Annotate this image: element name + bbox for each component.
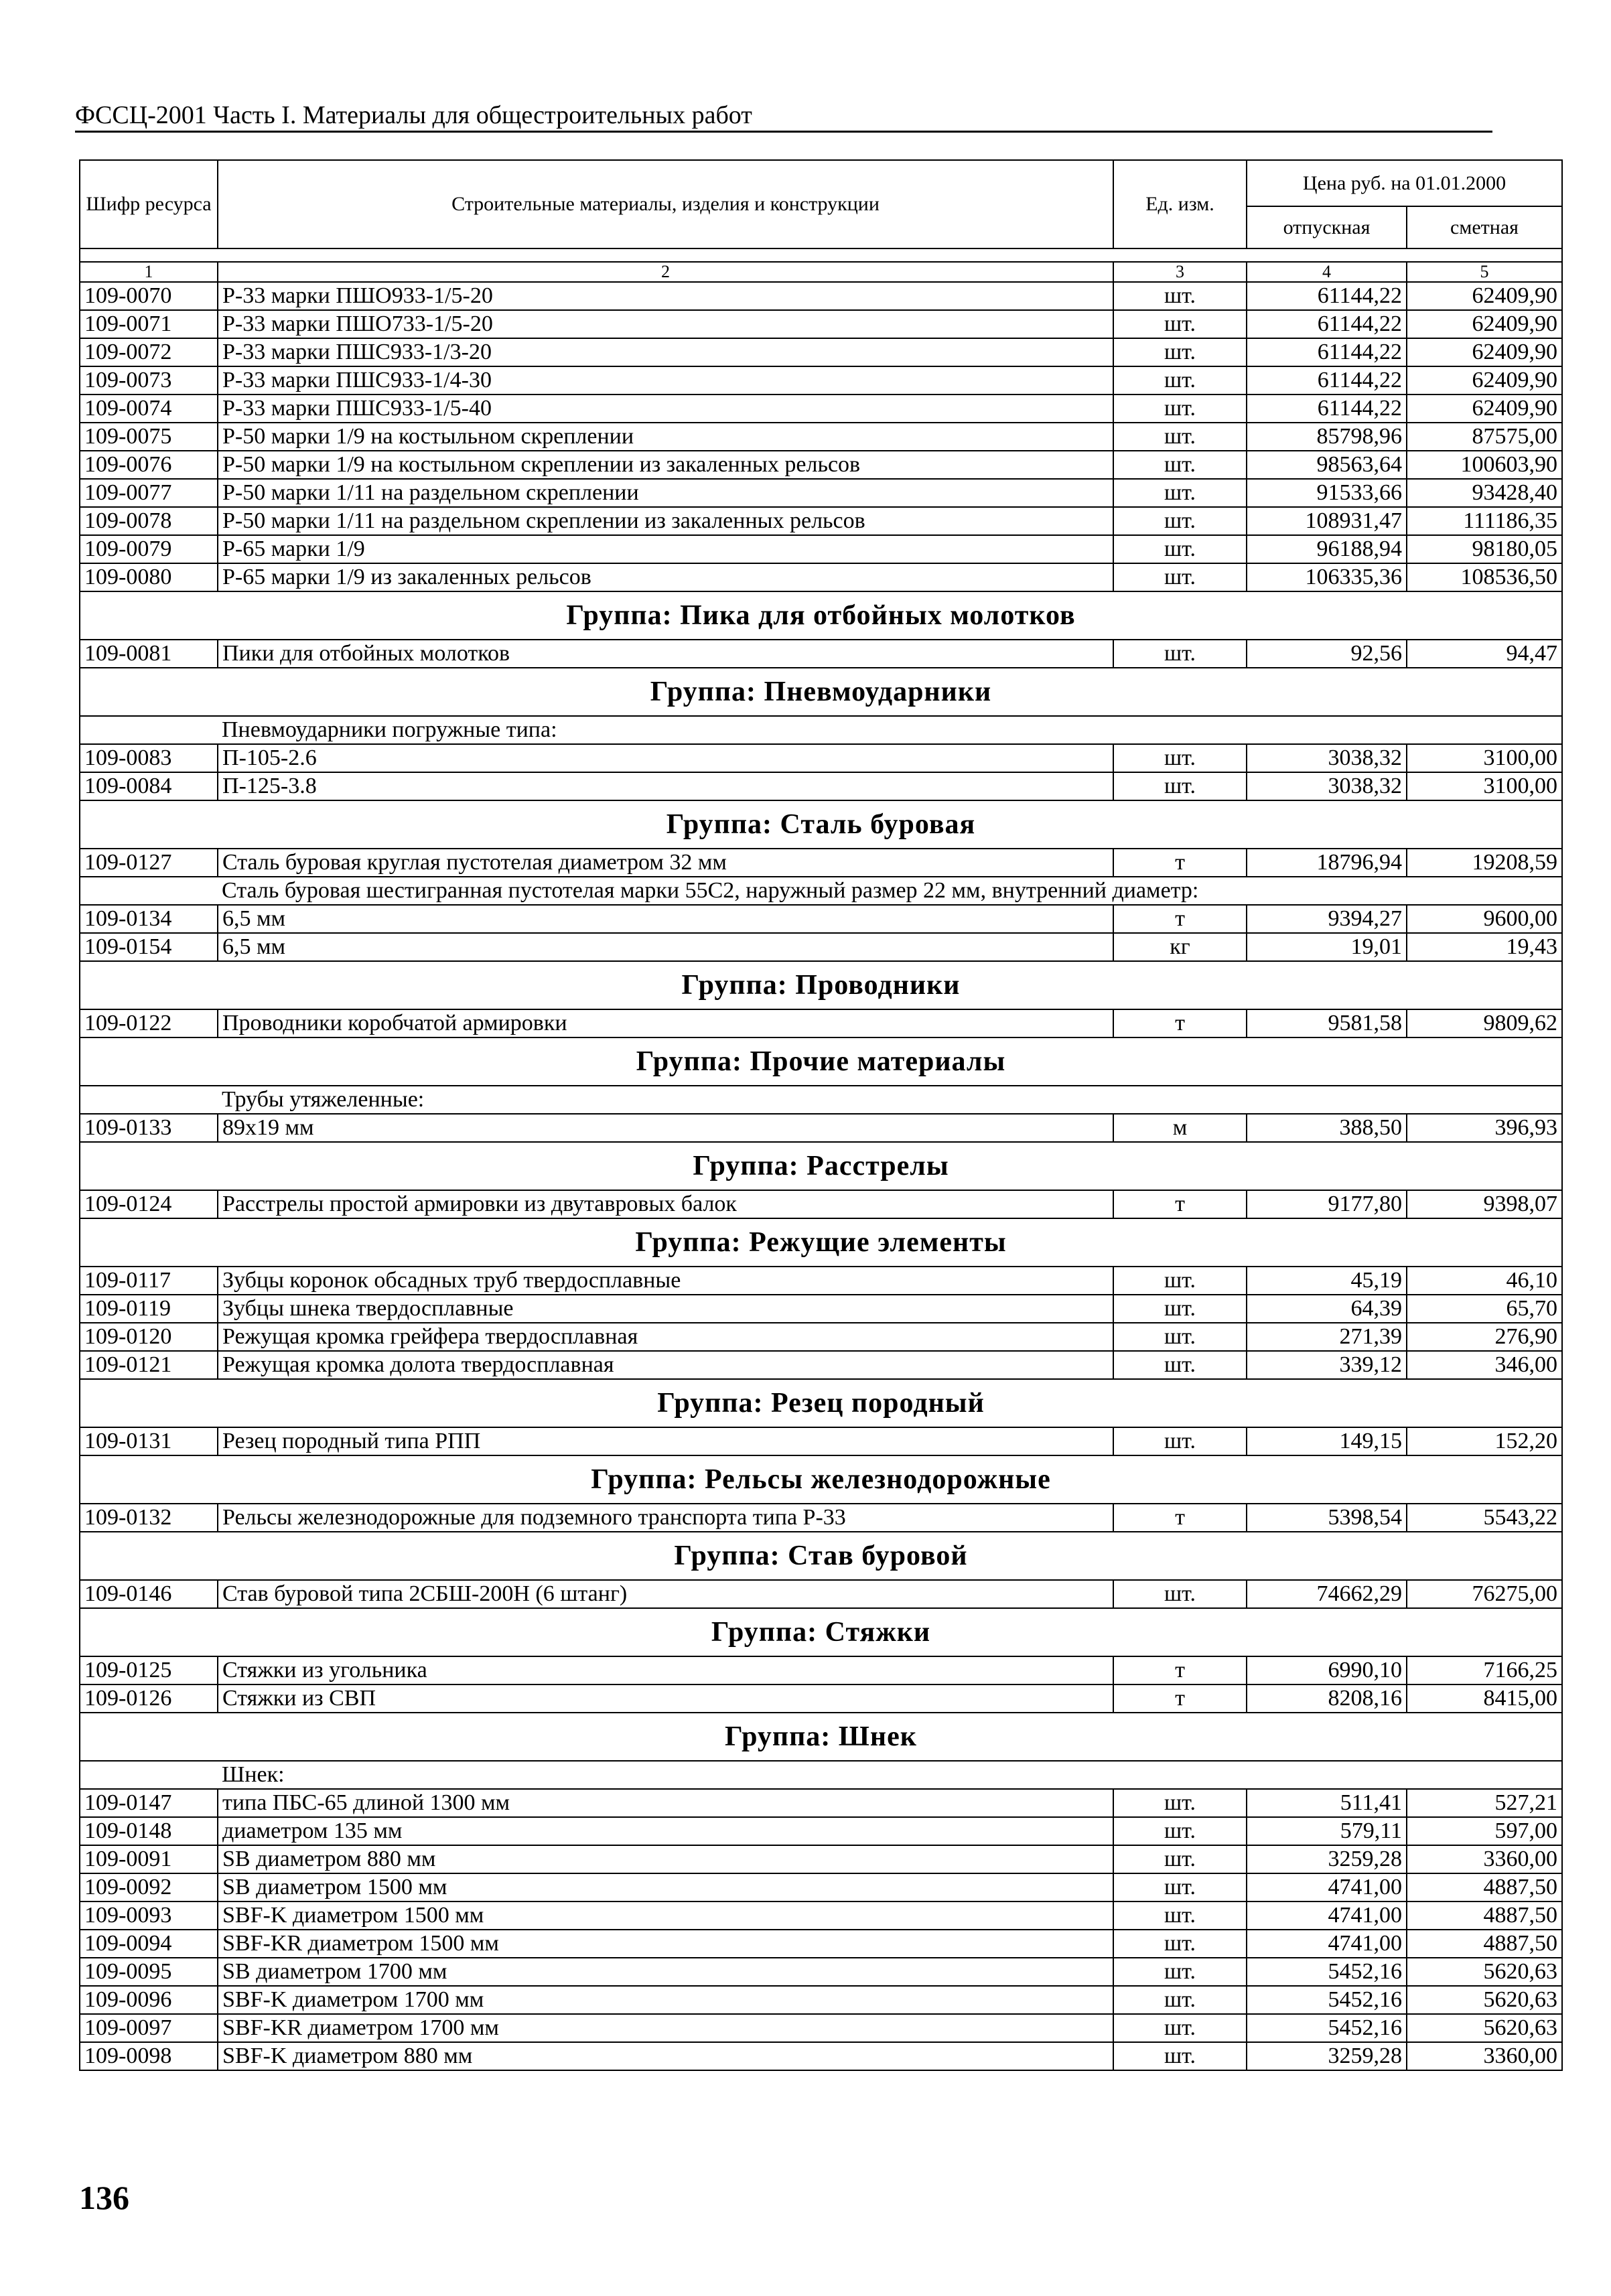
table-row xyxy=(80,1845,1562,1873)
estimate-price: 94,47 xyxy=(1407,640,1562,668)
release-price: 5452,16 xyxy=(1247,1958,1407,1986)
estimate-price: 276,90 xyxy=(1407,1323,1562,1351)
unit-of-measure: шт. xyxy=(1113,1817,1247,1845)
group-title: Группа: Сталь буровая xyxy=(80,800,1562,849)
table-row xyxy=(80,451,1562,479)
resource-name: SBF-K диаметром 1500 мм xyxy=(218,1902,1113,1930)
resource-name: Р-33 марки ПШС933-1/4-30 xyxy=(218,366,1113,394)
resource-code: 109-0076 xyxy=(80,451,218,479)
code-cell xyxy=(80,1086,218,1114)
release-price: 271,39 xyxy=(1247,1323,1407,1351)
estimate-price: 5620,63 xyxy=(1407,2014,1562,2042)
resource-name: Проводники коробчатой армировки xyxy=(218,1009,1113,1037)
resource-name: SB диаметром 1500 мм xyxy=(218,1873,1113,1902)
group-title: Группа: Проводники xyxy=(80,961,1562,1009)
estimate-price: 62409,90 xyxy=(1407,310,1562,338)
table-row xyxy=(80,772,1562,800)
table-row xyxy=(80,744,1562,772)
release-price: 106335,36 xyxy=(1247,563,1407,591)
release-price: 85798,96 xyxy=(1247,423,1407,451)
unit-of-measure: шт. xyxy=(1113,1958,1247,1986)
release-price: 64,39 xyxy=(1247,1295,1407,1323)
group-title: Группа: Режущие элементы xyxy=(80,1218,1562,1267)
resource-name: SB диаметром 880 мм xyxy=(218,1845,1113,1873)
estimate-price: 5620,63 xyxy=(1407,1958,1562,1986)
group-header-row xyxy=(80,1379,1562,1427)
unit-of-measure: т xyxy=(1113,849,1247,877)
table-row xyxy=(80,1958,1562,1986)
release-price: 61144,22 xyxy=(1247,338,1407,366)
unit-of-measure: шт. xyxy=(1113,1267,1247,1295)
unit-of-measure: шт. xyxy=(1113,1986,1247,2014)
resource-code: 109-0127 xyxy=(80,849,218,877)
estimate-price: 9398,07 xyxy=(1407,1190,1562,1218)
estimate-price: 111186,35 xyxy=(1407,507,1562,535)
page-header-title: ФССЦ-2001 Часть I. Материалы для общестроительных работ xyxy=(75,101,752,129)
unit-of-measure: шт. xyxy=(1113,2014,1247,2042)
col-number: 2 xyxy=(218,262,1113,282)
col-header-release-price: отпускная xyxy=(1247,206,1407,248)
resource-code: 109-0091 xyxy=(80,1845,218,1873)
subheading-row xyxy=(80,1761,1562,1789)
group-header-row xyxy=(80,1037,1562,1086)
estimate-price: 346,00 xyxy=(1407,1351,1562,1379)
resource-code: 109-0122 xyxy=(80,1009,218,1037)
resource-code: 109-0124 xyxy=(80,1190,218,1218)
estimate-price: 4887,50 xyxy=(1407,1873,1562,1902)
table-row xyxy=(80,1684,1562,1713)
resource-name: 6,5 мм xyxy=(218,933,1113,961)
release-price: 4741,00 xyxy=(1247,1930,1407,1958)
table-row xyxy=(80,933,1562,961)
resource-name: 6,5 мм xyxy=(218,905,1113,933)
estimate-price: 4887,50 xyxy=(1407,1930,1562,1958)
release-price: 579,11 xyxy=(1247,1817,1407,1845)
subheading-row xyxy=(80,716,1562,744)
resource-name: Р-65 марки 1/9 из закаленных рельсов xyxy=(218,563,1113,591)
estimate-price: 62409,90 xyxy=(1407,338,1562,366)
table-row xyxy=(80,1656,1562,1684)
unit-of-measure: шт. xyxy=(1113,2042,1247,2070)
estimate-price: 19208,59 xyxy=(1407,849,1562,877)
release-price: 149,15 xyxy=(1247,1427,1407,1455)
unit-of-measure: т xyxy=(1113,1190,1247,1218)
estimate-price: 3100,00 xyxy=(1407,772,1562,800)
resource-name: П-125-3.8 xyxy=(218,772,1113,800)
table-row xyxy=(80,640,1562,668)
resource-code: 109-0098 xyxy=(80,2042,218,2070)
table-row xyxy=(80,366,1562,394)
subheading-row xyxy=(80,1086,1562,1114)
group-header-row xyxy=(80,591,1562,640)
resource-name: 89х19 мм xyxy=(218,1114,1113,1142)
group-header-row xyxy=(80,1532,1562,1580)
release-price: 3259,28 xyxy=(1247,1845,1407,1873)
table-row xyxy=(80,1323,1562,1351)
table-row xyxy=(80,1351,1562,1379)
estimate-price: 152,20 xyxy=(1407,1427,1562,1455)
release-price: 9581,58 xyxy=(1247,1009,1407,1037)
resource-code: 109-0133 xyxy=(80,1114,218,1142)
col-number: 1 xyxy=(80,262,218,282)
estimate-price: 9809,62 xyxy=(1407,1009,1562,1037)
resource-name: Став буровой типа 2СБШ-200Н (6 штанг) xyxy=(218,1580,1113,1608)
resource-code: 109-0071 xyxy=(80,310,218,338)
page-number: 136 xyxy=(79,2179,129,2216)
code-cell xyxy=(80,877,218,905)
table-row xyxy=(80,1902,1562,1930)
release-price: 108931,47 xyxy=(1247,507,1407,535)
table-row xyxy=(80,1295,1562,1323)
resource-name: Р-50 марки 1/9 на костыльном скреплении xyxy=(218,423,1113,451)
estimate-price: 87575,00 xyxy=(1407,423,1562,451)
resource-code: 109-0078 xyxy=(80,507,218,535)
estimate-price: 396,93 xyxy=(1407,1114,1562,1142)
unit-of-measure: шт. xyxy=(1113,1845,1247,1873)
estimate-price: 5543,22 xyxy=(1407,1504,1562,1532)
unit-of-measure: т xyxy=(1113,1009,1247,1037)
resource-name: SBF-K диаметром 880 мм xyxy=(218,2042,1113,2070)
unit-of-measure: т xyxy=(1113,1656,1247,1684)
estimate-price: 3360,00 xyxy=(1407,1845,1562,1873)
table-row xyxy=(80,507,1562,535)
resource-name: Р-50 марки 1/11 на раздельном скреплении из закаленных рельсов xyxy=(218,507,1113,535)
estimate-price: 62409,90 xyxy=(1407,282,1562,310)
group-header-row xyxy=(80,961,1562,1009)
table-row xyxy=(80,310,1562,338)
release-price: 96188,94 xyxy=(1247,535,1407,563)
unit-of-measure: шт. xyxy=(1113,366,1247,394)
estimate-price: 3100,00 xyxy=(1407,744,1562,772)
table-row xyxy=(80,1504,1562,1532)
col-header-code: Шифр ресурса xyxy=(80,160,218,248)
estimate-price: 4887,50 xyxy=(1407,1902,1562,1930)
resource-name: П-105-2.6 xyxy=(218,744,1113,772)
resource-name: Р-33 марки ПШО733-1/5-20 xyxy=(218,310,1113,338)
resource-name: Р-50 марки 1/11 на раздельном скреплении xyxy=(218,479,1113,507)
resource-name: Рельсы железнодорожные для подземного транспорта типа Р-33 xyxy=(218,1504,1113,1532)
release-price: 9177,80 xyxy=(1247,1190,1407,1218)
group-header-row xyxy=(80,1608,1562,1656)
resource-name: Р-65 марки 1/9 xyxy=(218,535,1113,563)
resource-code: 109-0126 xyxy=(80,1684,218,1713)
resource-name: Сталь буровая круглая пустотелая диаметром 32 мм xyxy=(218,849,1113,877)
col-number: 3 xyxy=(1113,262,1247,282)
unit-of-measure: м xyxy=(1113,1114,1247,1142)
table-row xyxy=(80,1114,1562,1142)
unit-of-measure: шт. xyxy=(1113,535,1247,563)
resource-name: Р-50 марки 1/9 на костыльном скреплении из закаленных рельсов xyxy=(218,451,1113,479)
resource-name: SBF-KR диаметром 1500 мм xyxy=(218,1930,1113,1958)
unit-of-measure: шт. xyxy=(1113,479,1247,507)
resource-code: 109-0081 xyxy=(80,640,218,668)
release-price: 61144,22 xyxy=(1247,394,1407,423)
group-header-row xyxy=(80,800,1562,849)
group-title: Группа: Стяжки xyxy=(80,1608,1562,1656)
resource-code: 109-0094 xyxy=(80,1930,218,1958)
unit-of-measure: шт. xyxy=(1113,282,1247,310)
release-price: 19,01 xyxy=(1247,933,1407,961)
resource-code: 109-0073 xyxy=(80,366,218,394)
col-header-estimate-price: сметная xyxy=(1407,206,1562,248)
group-header-row xyxy=(80,1218,1562,1267)
table-row xyxy=(80,2042,1562,2070)
estimate-price: 5620,63 xyxy=(1407,1986,1562,2014)
unit-of-measure: шт. xyxy=(1113,640,1247,668)
resource-name: Р-33 марки ПШС933-1/3-20 xyxy=(218,338,1113,366)
resource-code: 109-0147 xyxy=(80,1789,218,1817)
estimate-price: 108536,50 xyxy=(1407,563,1562,591)
table-row xyxy=(80,535,1562,563)
resource-name: Режущая кромка грейфера твердосплавная xyxy=(218,1323,1113,1351)
release-price: 18796,94 xyxy=(1247,849,1407,877)
unit-of-measure: шт. xyxy=(1113,1427,1247,1455)
group-header-row xyxy=(80,1455,1562,1504)
resource-code: 109-0097 xyxy=(80,2014,218,2042)
unit-of-measure: шт. xyxy=(1113,310,1247,338)
table-row xyxy=(80,1427,1562,1455)
unit-of-measure: шт. xyxy=(1113,1295,1247,1323)
resource-code: 109-0074 xyxy=(80,394,218,423)
unit-of-measure: шт. xyxy=(1113,507,1247,535)
group-title: Группа: Шнек xyxy=(80,1713,1562,1761)
release-price: 339,12 xyxy=(1247,1351,1407,1379)
release-price: 92,56 xyxy=(1247,640,1407,668)
table-row xyxy=(80,338,1562,366)
release-price: 61144,22 xyxy=(1247,366,1407,394)
resource-code: 109-0079 xyxy=(80,535,218,563)
estimate-price: 7166,25 xyxy=(1407,1656,1562,1684)
estimate-price: 527,21 xyxy=(1407,1789,1562,1817)
unit-of-measure: шт. xyxy=(1113,394,1247,423)
resource-code: 109-0148 xyxy=(80,1817,218,1845)
table-row xyxy=(80,423,1562,451)
release-price: 5452,16 xyxy=(1247,1986,1407,2014)
release-price: 4741,00 xyxy=(1247,1873,1407,1902)
estimate-price: 93428,40 xyxy=(1407,479,1562,507)
release-price: 511,41 xyxy=(1247,1789,1407,1817)
table-row xyxy=(80,849,1562,877)
table-row xyxy=(80,2014,1562,2042)
code-cell xyxy=(80,716,218,744)
unit-of-measure: шт. xyxy=(1113,1873,1247,1902)
release-price: 8208,16 xyxy=(1247,1684,1407,1713)
estimate-price: 62409,90 xyxy=(1407,394,1562,423)
group-title: Группа: Резец породный xyxy=(80,1379,1562,1427)
unit-of-measure: шт. xyxy=(1113,1580,1247,1608)
resource-code: 109-0072 xyxy=(80,338,218,366)
subheading-row xyxy=(80,877,1562,905)
resource-name: SB диаметром 1700 мм xyxy=(218,1958,1113,1986)
subheading-text: Шнек: xyxy=(218,1761,1562,1789)
group-title: Группа: Став буровой xyxy=(80,1532,1562,1580)
resource-code: 109-0093 xyxy=(80,1902,218,1930)
resource-name: Р-33 марки ПШО933-1/5-20 xyxy=(218,282,1113,310)
unit-of-measure: шт. xyxy=(1113,1902,1247,1930)
estimate-price: 597,00 xyxy=(1407,1817,1562,1845)
unit-of-measure: т xyxy=(1113,905,1247,933)
group-title: Группа: Рельсы железнодорожные xyxy=(80,1455,1562,1504)
release-price: 61144,22 xyxy=(1247,310,1407,338)
resource-code: 109-0120 xyxy=(80,1323,218,1351)
estimate-price: 46,10 xyxy=(1407,1267,1562,1295)
release-price: 98563,64 xyxy=(1247,451,1407,479)
table-row xyxy=(80,479,1562,507)
resource-code: 109-0132 xyxy=(80,1504,218,1532)
unit-of-measure: шт. xyxy=(1113,1351,1247,1379)
estimate-price: 3360,00 xyxy=(1407,2042,1562,2070)
unit-of-measure: шт. xyxy=(1113,563,1247,591)
resource-code: 109-0096 xyxy=(80,1986,218,2014)
resource-code: 109-0134 xyxy=(80,905,218,933)
resource-code: 109-0083 xyxy=(80,744,218,772)
table-row xyxy=(80,1190,1562,1218)
resource-name: Р-33 марки ПШС933-1/5-40 xyxy=(218,394,1113,423)
group-header-row xyxy=(80,1713,1562,1761)
unit-of-measure: шт. xyxy=(1113,1789,1247,1817)
unit-of-measure: шт. xyxy=(1113,744,1247,772)
resource-code: 109-0084 xyxy=(80,772,218,800)
release-price: 388,50 xyxy=(1247,1114,1407,1142)
release-price: 3038,32 xyxy=(1247,772,1407,800)
resource-price-table xyxy=(79,159,1563,2071)
release-price: 3038,32 xyxy=(1247,744,1407,772)
table-row xyxy=(80,1267,1562,1295)
resource-code: 109-0095 xyxy=(80,1958,218,1986)
resource-code: 109-0131 xyxy=(80,1427,218,1455)
col-header-price: Цена руб. на 01.01.2000 xyxy=(1247,160,1562,206)
release-price: 45,19 xyxy=(1247,1267,1407,1295)
resource-code: 109-0125 xyxy=(80,1656,218,1684)
estimate-price: 9600,00 xyxy=(1407,905,1562,933)
estimate-price: 62409,90 xyxy=(1407,366,1562,394)
resource-name: Резец породный типа РПП xyxy=(218,1427,1113,1455)
resource-name: Пики для отбойных молотков xyxy=(218,640,1113,668)
group-title: Группа: Расстрелы xyxy=(80,1142,1562,1190)
table-row xyxy=(80,1873,1562,1902)
col-number: 5 xyxy=(1407,262,1562,282)
resource-name: SBF-K диаметром 1700 мм xyxy=(218,1986,1113,2014)
resource-name: типа ПБС-65 длиной 1300 мм xyxy=(218,1789,1113,1817)
group-title: Группа: Пневмоударники xyxy=(80,668,1562,716)
table-row xyxy=(80,1817,1562,1845)
table-row xyxy=(80,1930,1562,1958)
table-row xyxy=(80,905,1562,933)
release-price: 5452,16 xyxy=(1247,2014,1407,2042)
resource-code: 109-0092 xyxy=(80,1873,218,1902)
resource-code: 109-0077 xyxy=(80,479,218,507)
resource-code: 109-0070 xyxy=(80,282,218,310)
resource-name: Стяжки из СВП xyxy=(218,1684,1113,1713)
subheading-text: Сталь буровая шестигранная пустотелая марки 55С2, наружный размер 22 мм, внутренний диаметр: xyxy=(218,877,1562,905)
resource-name: SBF-KR диаметром 1700 мм xyxy=(218,2014,1113,2042)
table-row xyxy=(80,282,1562,310)
resource-code: 109-0119 xyxy=(80,1295,218,1323)
release-price: 9394,27 xyxy=(1247,905,1407,933)
unit-of-measure: шт. xyxy=(1113,772,1247,800)
group-header-row xyxy=(80,1142,1562,1190)
unit-of-measure: т xyxy=(1113,1684,1247,1713)
unit-of-measure: шт. xyxy=(1113,1323,1247,1351)
release-price: 3259,28 xyxy=(1247,2042,1407,2070)
resource-name: Зубцы шнека твердосплавные xyxy=(218,1295,1113,1323)
resource-name: Режущая кромка долота твердосплавная xyxy=(218,1351,1113,1379)
resource-code: 109-0121 xyxy=(80,1351,218,1379)
subheading-text: Пневмоударники погружные типа: xyxy=(218,716,1562,744)
estimate-price: 76275,00 xyxy=(1407,1580,1562,1608)
unit-of-measure: т xyxy=(1113,1504,1247,1532)
release-price: 74662,29 xyxy=(1247,1580,1407,1608)
resource-name: диаметром 135 мм xyxy=(218,1817,1113,1845)
header-divider xyxy=(75,131,1492,133)
resource-code: 109-0146 xyxy=(80,1580,218,1608)
resource-code: 109-0154 xyxy=(80,933,218,961)
group-header-row xyxy=(80,668,1562,716)
release-price: 4741,00 xyxy=(1247,1902,1407,1930)
group-title: Группа: Прочие материалы xyxy=(80,1037,1562,1086)
resource-code: 109-0080 xyxy=(80,563,218,591)
table-body xyxy=(80,282,1562,2070)
col-number: 4 xyxy=(1247,262,1407,282)
resource-code: 109-0075 xyxy=(80,423,218,451)
table-row xyxy=(80,1009,1562,1037)
release-price: 6990,10 xyxy=(1247,1656,1407,1684)
subheading-text: Трубы утяжеленные: xyxy=(218,1086,1562,1114)
col-header-unit: Ед. изм. xyxy=(1113,160,1247,248)
estimate-price: 8415,00 xyxy=(1407,1684,1562,1713)
unit-of-measure: кг xyxy=(1113,933,1247,961)
table-row xyxy=(80,1986,1562,2014)
resource-name: Расстрелы простой армировки из двутавровых балок xyxy=(218,1190,1113,1218)
estimate-price: 65,70 xyxy=(1407,1295,1562,1323)
resource-code: 109-0117 xyxy=(80,1267,218,1295)
group-title: Группа: Пика для отбойных молотков xyxy=(80,591,1562,640)
resource-name: Зубцы коронок обсадных труб твердосплавные xyxy=(218,1267,1113,1295)
release-price: 61144,22 xyxy=(1247,282,1407,310)
col-header-name: Строительные материалы, изделия и конструкции xyxy=(218,160,1113,248)
release-price: 5398,54 xyxy=(1247,1504,1407,1532)
estimate-price: 100603,90 xyxy=(1407,451,1562,479)
release-price: 91533,66 xyxy=(1247,479,1407,507)
estimate-price: 98180,05 xyxy=(1407,535,1562,563)
unit-of-measure: шт. xyxy=(1113,338,1247,366)
table-row xyxy=(80,1580,1562,1608)
unit-of-measure: шт. xyxy=(1113,423,1247,451)
code-cell xyxy=(80,1761,218,1789)
unit-of-measure: шт. xyxy=(1113,1930,1247,1958)
table-row xyxy=(80,394,1562,423)
unit-of-measure: шт. xyxy=(1113,451,1247,479)
table-row xyxy=(80,1789,1562,1817)
resource-name: Стяжки из угольника xyxy=(218,1656,1113,1684)
table-row xyxy=(80,563,1562,591)
estimate-price: 19,43 xyxy=(1407,933,1562,961)
